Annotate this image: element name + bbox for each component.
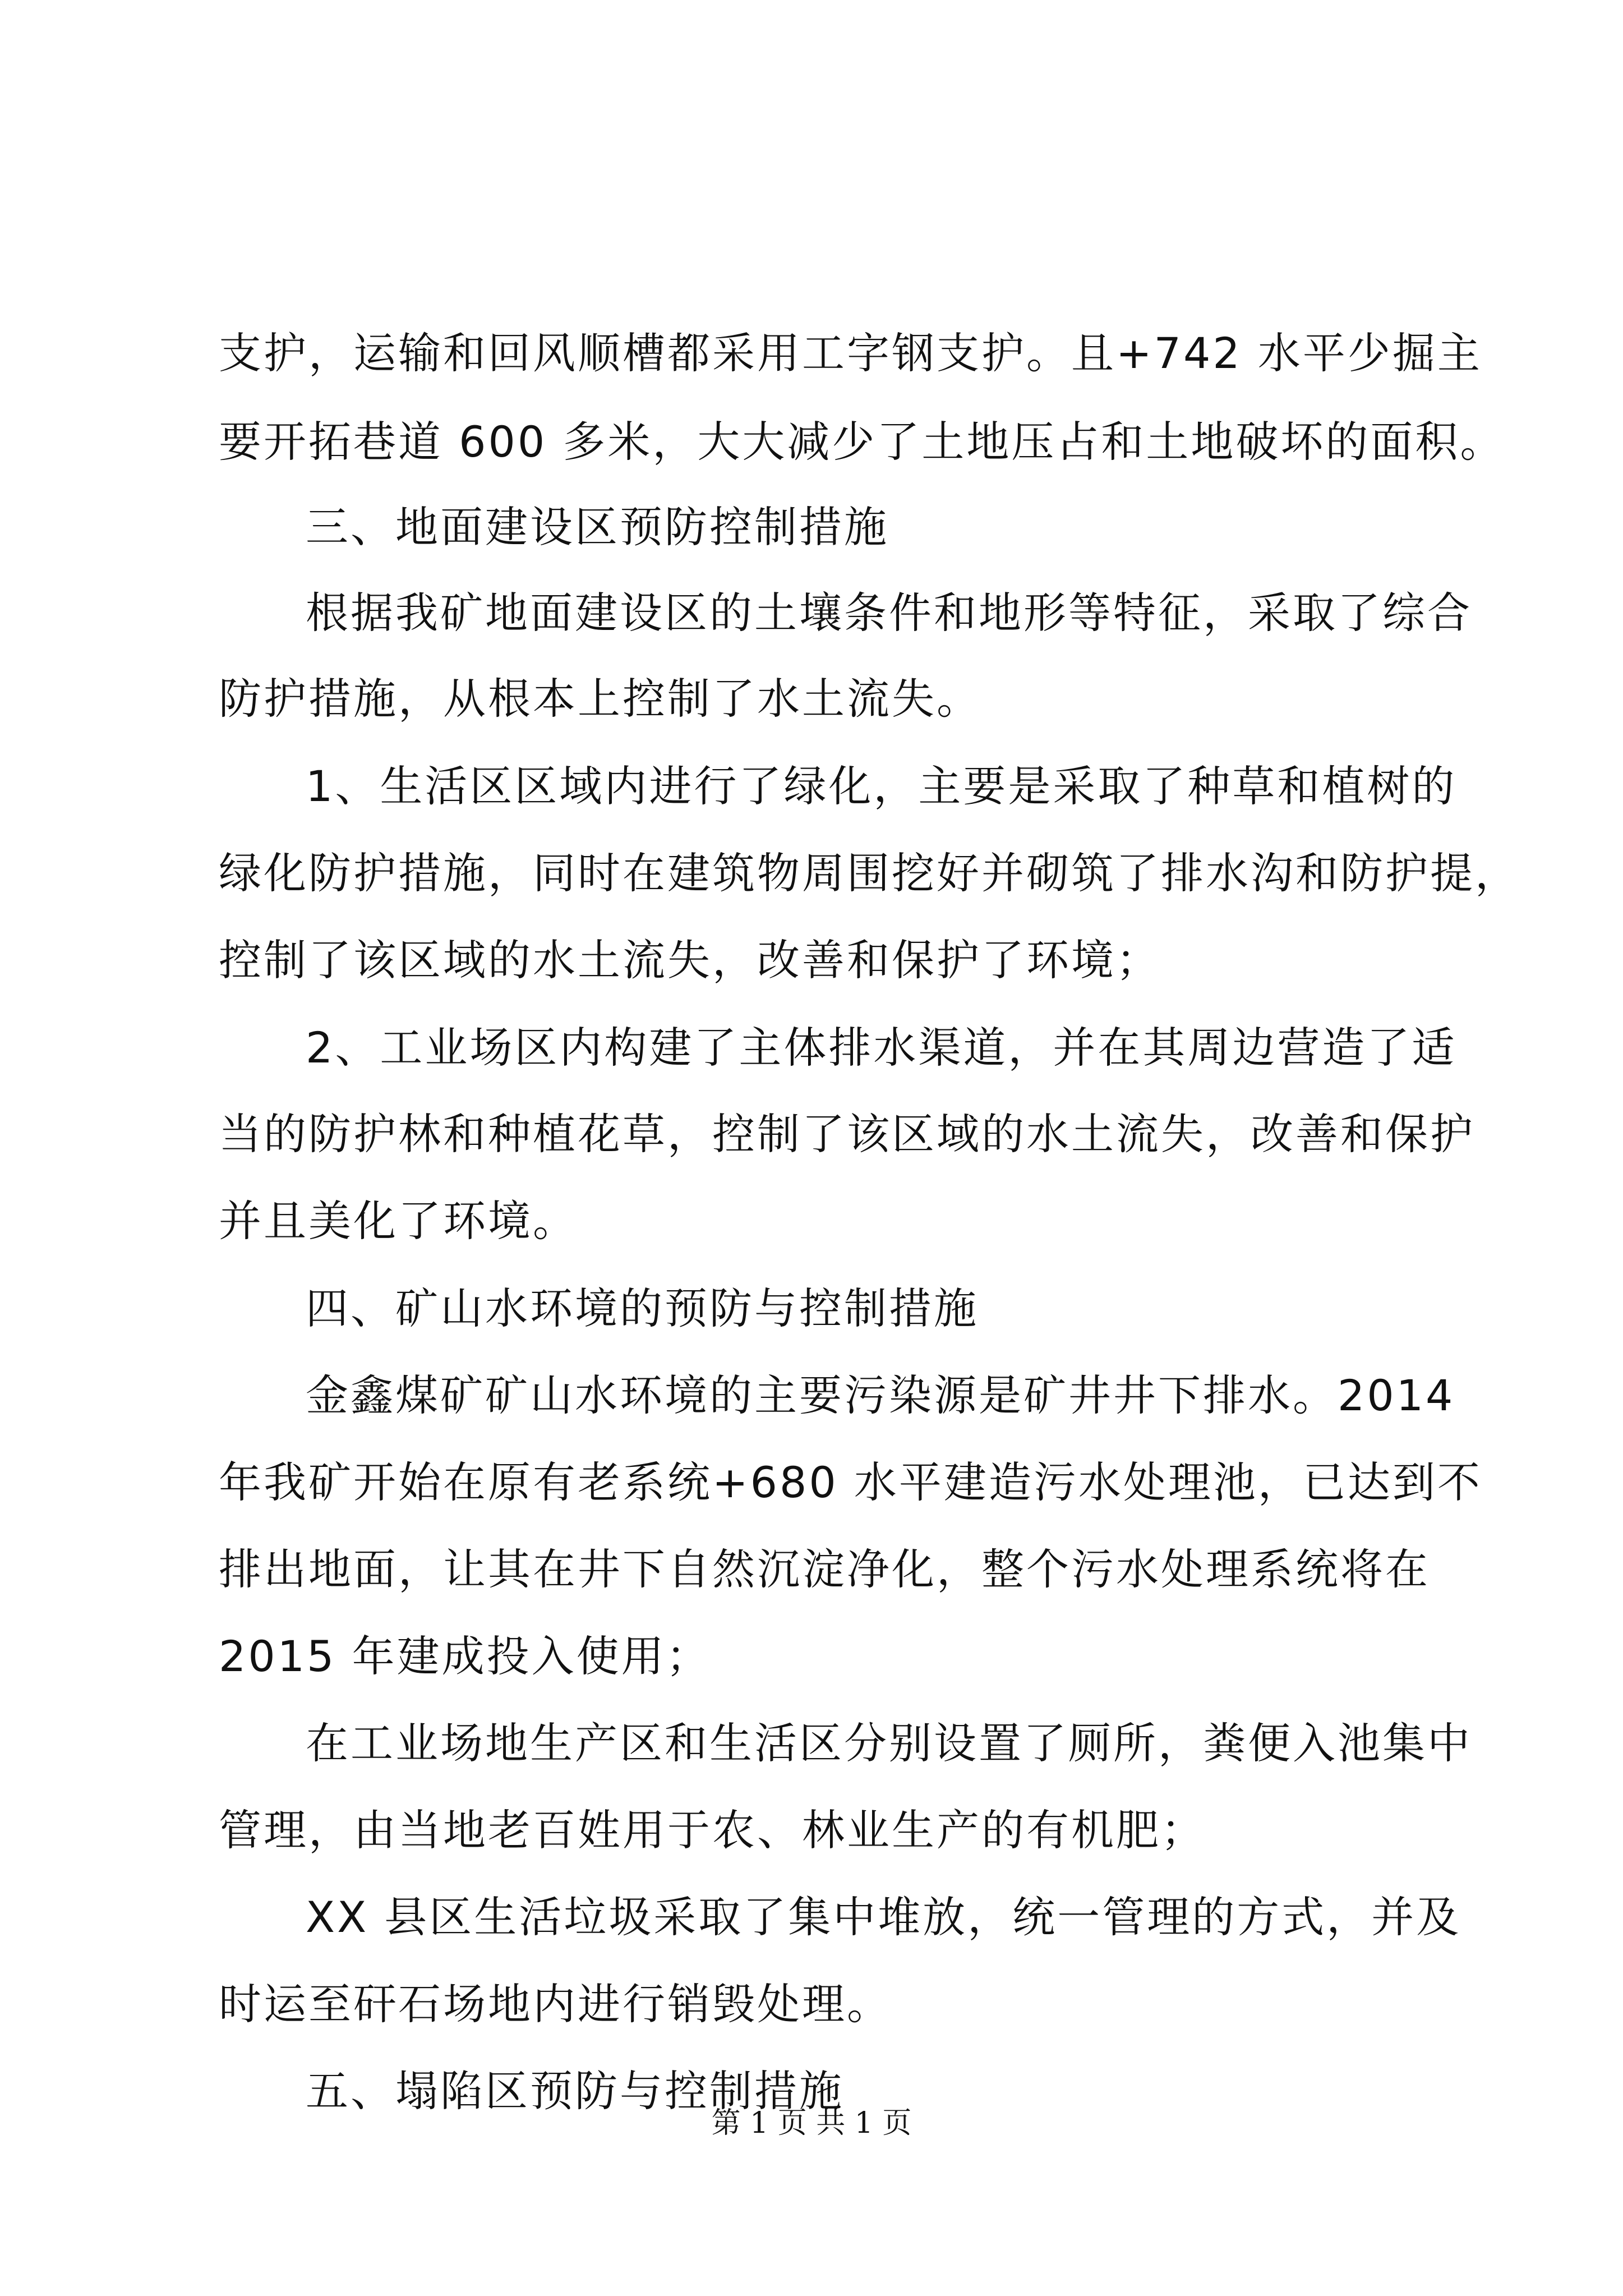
text-line: 管理，由当地老百姓用于农、林业生产的有机肥； bbox=[219, 1805, 1206, 1855]
text-line: 控制了该区域的水土流失，改善和保护了环境； bbox=[219, 935, 1161, 985]
text-line: 并且美化了环境。 bbox=[219, 1196, 578, 1246]
text-line: 在工业场地生产区和生活区分别设置了厕所，粪便入池集中 bbox=[306, 1718, 1472, 1768]
text-line: 2015 年建成投入使用； bbox=[219, 1631, 711, 1681]
text-line: 要开拓巷道 600 多米，大大减少了土地压占和土地破坏的面积。 bbox=[219, 417, 1505, 467]
text-line: 绿化防护措施，同时在建筑物周围挖好并砌筑了排水沟和防护提， bbox=[219, 848, 1520, 898]
page-footer: 第 1 页 共 1 页 bbox=[711, 2106, 912, 2140]
text-line: XX 县区生活垃圾采取了集中堆放，统一管理的方式，并及 bbox=[306, 1892, 1461, 1942]
section-heading: 四、矿山水环境的预防与控制措施 bbox=[306, 1283, 979, 1333]
text-line: 支护，运输和回风顺槽都采用工字钢支护。且+742 水平少掘主 bbox=[219, 328, 1482, 378]
text-line: 年我矿开始在原有老系统+680 水平建造污水处理池，已达到不 bbox=[219, 1457, 1482, 1507]
text-line: 2、工业场区内构建了主体排水渠道，并在其周边营造了适 bbox=[306, 1023, 1457, 1073]
section-heading: 五、塌陷区预防与控制措施 bbox=[306, 2066, 844, 2116]
text-line: 防护措施，从根本上控制了水土流失。 bbox=[219, 674, 981, 724]
text-line: 排出地面，让其在井下自然沉淀净化，整个污水处理系统将在 bbox=[219, 1544, 1430, 1594]
text-line: 根据我矿地面建设区的土壤条件和地形等特征，采取了综合 bbox=[306, 588, 1472, 638]
text-line: 金鑫煤矿矿山水环境的主要污染源是矿井井下排水。2014 bbox=[306, 1370, 1455, 1420]
text-line: 当的防护林和种植花草，控制了该区域的水土流失，改善和保护 bbox=[219, 1109, 1475, 1159]
text-line: 1、生活区区域内进行了绿化，主要是采取了种草和植树的 bbox=[306, 761, 1457, 811]
section-heading: 三、地面建设区预防控制措施 bbox=[306, 502, 889, 552]
text-line: 时运至矸石场地内进行销毁处理。 bbox=[219, 1979, 892, 2029]
